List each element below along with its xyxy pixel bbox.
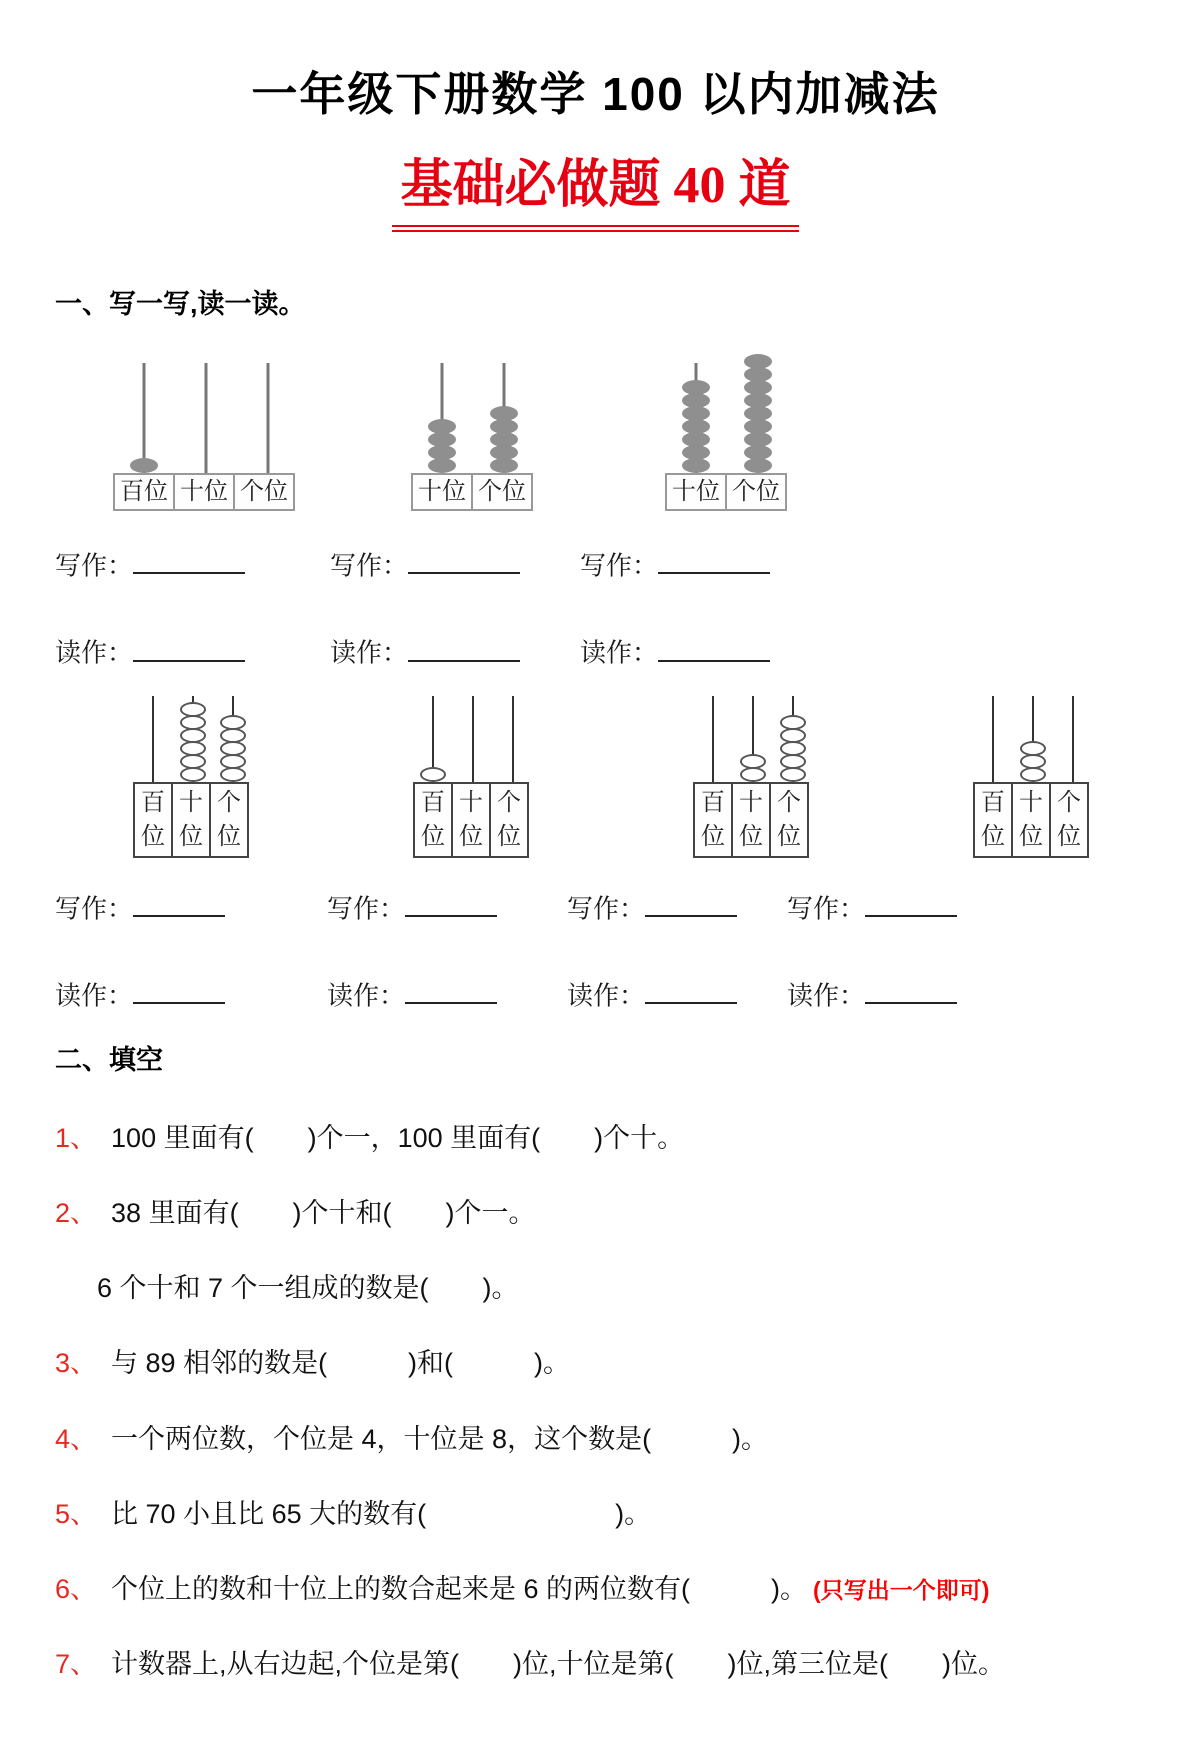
place-label-cell: 个位: [769, 782, 809, 858]
place-label-cell: 百位: [413, 782, 453, 858]
write-line: [327, 888, 567, 925]
answer-blank: [645, 888, 737, 917]
abacus-rod: [237, 363, 299, 473]
question-text: 与 89 相邻的数是( )和( )。: [111, 1348, 571, 1379]
answer-blank: [645, 975, 737, 1004]
read-label: 读作：: [327, 980, 406, 1011]
question-number: 2、: [55, 1198, 98, 1229]
answer-blank: [408, 632, 520, 661]
place-label-cell: 百位: [133, 782, 173, 858]
question-item: [55, 1422, 1136, 1457]
place-label-cell: 十位: [451, 782, 491, 858]
abacus-rod: [213, 696, 253, 782]
read-label: 读作：: [787, 980, 866, 1011]
place-label-cell: 百位: [693, 782, 733, 858]
question-item: [55, 1271, 1136, 1306]
write-label: 写作：: [330, 550, 409, 581]
write-line-row-1: [55, 545, 1136, 582]
question-number: 6、: [55, 1573, 98, 1604]
questions-list: [55, 1121, 1136, 1682]
place-label-cell: 百位: [973, 782, 1013, 858]
answer-blank: [405, 975, 497, 1004]
place-label-cell: 百位: [113, 473, 175, 511]
abacus-row-2: [55, 696, 1136, 858]
answer-blank: [865, 975, 957, 1004]
question-item: [55, 1346, 1136, 1381]
question-number: 4、: [55, 1423, 98, 1454]
abacus: [133, 696, 253, 858]
place-label-cell: 个位: [209, 782, 249, 858]
abacus-rod: [727, 363, 789, 473]
abacus-rod: [773, 696, 813, 782]
abacus-bead: [420, 767, 446, 782]
abacus-rod: [693, 696, 733, 782]
abacus-bead: [428, 458, 456, 473]
abacus-rod: [665, 363, 727, 473]
read-line: [55, 975, 327, 1012]
read-line: [55, 632, 330, 669]
place-label-cell: 十位: [1011, 782, 1051, 858]
question-item: [55, 1572, 1136, 1607]
abacus-row-1: [55, 363, 1136, 511]
answer-blank: [133, 632, 245, 661]
answer-blank: [405, 888, 497, 917]
place-label-cell: 个位: [489, 782, 529, 858]
question-number: 7、: [55, 1648, 98, 1679]
answer-blank: [133, 975, 225, 1004]
write-line: [580, 545, 1136, 582]
place-label-cell: 十位: [173, 473, 235, 511]
abacus-rod: [473, 363, 535, 473]
answer-blank: [133, 545, 245, 574]
abacus-bead: [744, 458, 772, 473]
read-label: 读作：: [55, 637, 134, 668]
question-text: 100 里面有( )个一，100 里面有( )个十。: [111, 1123, 685, 1154]
abacus-bead: [682, 458, 710, 473]
abacus-rod: [175, 363, 237, 473]
abacus-rod: [173, 696, 213, 782]
read-label: 读作：: [567, 980, 646, 1011]
read-label: 读作：: [55, 980, 134, 1011]
question-text: 38 里面有( )个十和( )个一。: [111, 1198, 536, 1229]
answer-blank: [658, 545, 770, 574]
write-line: [55, 888, 327, 925]
question-item: [55, 1647, 1136, 1682]
worksheet-subtitle-wrap: [55, 142, 1136, 232]
read-line: [330, 632, 580, 669]
abacus-rod: [1053, 696, 1093, 782]
abacus-bead: [740, 767, 766, 782]
answer-blank: [865, 888, 957, 917]
answer-blank: [133, 888, 225, 917]
write-label: 写作：: [55, 550, 134, 581]
write-line: [330, 545, 580, 582]
abacus-rod: [733, 696, 773, 782]
write-read-block-2: [55, 888, 1136, 1013]
read-label: 读作：: [580, 637, 659, 668]
read-label: 读作：: [330, 637, 409, 668]
abacus: [693, 696, 813, 858]
section-1-heading: 一、写一写,读一读。: [55, 289, 306, 319]
abacus-rod: [973, 696, 1013, 782]
place-label-cell: 十位: [731, 782, 771, 858]
question-item: [55, 1121, 1136, 1156]
abacus-bead: [1020, 767, 1046, 782]
write-label: 写作：: [580, 550, 659, 581]
question-text: 计数器上,从右边起,个位是第( )位,十位是第( )位,第三位是( )位。: [111, 1648, 1005, 1679]
abacus: [113, 363, 299, 511]
abacus: [665, 363, 789, 511]
read-line: [567, 975, 787, 1012]
abacus-bead: [130, 458, 158, 473]
worksheet-title: 一年级下册数学 100 以内加减法: [251, 68, 940, 120]
read-line-row-2: [55, 975, 1136, 1012]
read-line: [580, 632, 1136, 669]
read-line: [787, 975, 1136, 1012]
place-label-cell: 个位: [1049, 782, 1089, 858]
question-note: (只写出一个即可): [813, 1576, 990, 1603]
answer-blank: [658, 632, 770, 661]
abacus-rod: [493, 696, 533, 782]
place-label-cell: 十位: [171, 782, 211, 858]
place-label-cell: 个位: [471, 473, 533, 511]
abacus-bead: [490, 458, 518, 473]
abacus-bead: [780, 767, 806, 782]
abacus: [413, 696, 533, 858]
write-label: 写作：: [327, 892, 406, 923]
question-text: 个位上的数和十位上的数合起来是 6 的两位数有( )。: [111, 1573, 808, 1604]
read-line: [327, 975, 567, 1012]
question-text: 6 个十和 7 个一组成的数是( )。: [97, 1273, 519, 1304]
write-line: [567, 888, 787, 925]
write-read-block-1: [55, 545, 1136, 670]
abacus-rod: [113, 363, 175, 473]
worksheet-subtitle: 基础必做题 40 道: [392, 142, 798, 232]
place-label-cell: 个位: [725, 473, 787, 511]
write-label: 写作：: [567, 892, 646, 923]
write-label: 写作：: [787, 892, 866, 923]
write-line: [787, 888, 1136, 925]
place-label-cell: 十位: [411, 473, 473, 511]
abacus-rod: [411, 363, 473, 473]
write-label: 写作：: [55, 892, 134, 923]
section-2-heading: 二、填空: [55, 1045, 163, 1076]
answer-blank: [408, 545, 520, 574]
place-label-cell: 十位: [665, 473, 727, 511]
question-text: 一个两位数，个位是 4，十位是 8，这个数是( )。: [111, 1423, 769, 1454]
abacus-rod: [133, 696, 173, 782]
abacus-bead: [180, 767, 206, 782]
question-text: 比 70 小且比 65 大的数有( )。: [111, 1498, 652, 1529]
abacus-rod: [1013, 696, 1053, 782]
abacus-rod: [413, 696, 453, 782]
abacus: [973, 696, 1093, 858]
read-line-row-1: [55, 632, 1136, 669]
place-label-cell: 个位: [233, 473, 295, 511]
question-number: 3、: [55, 1348, 98, 1379]
write-line: [55, 545, 330, 582]
abacus-bead: [220, 767, 246, 782]
question-number: 1、: [55, 1123, 98, 1154]
question-number: 5、: [55, 1498, 98, 1529]
abacus: [411, 363, 535, 511]
question-item: [55, 1196, 1136, 1231]
write-line-row-2: [55, 888, 1136, 925]
question-item: [55, 1497, 1136, 1532]
abacus-rod: [453, 696, 493, 782]
